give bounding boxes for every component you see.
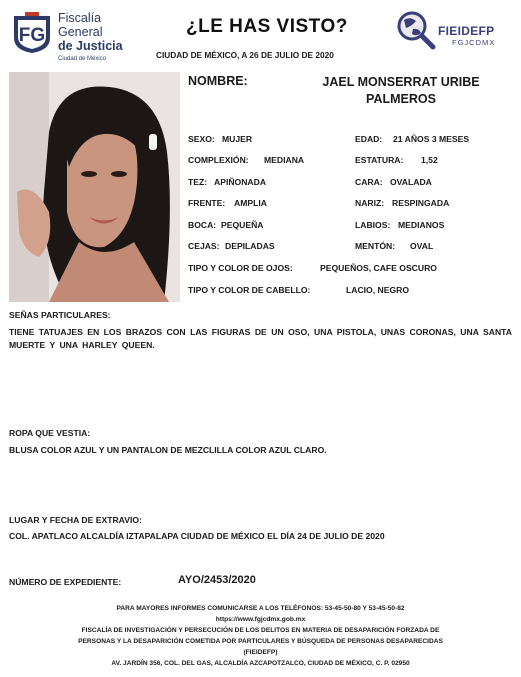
nariz-label: NARIZ: [355,198,385,208]
footer-phones: PARA MAYORES INFORMES COMUNICARSE A LOS TELÉFONOS: 53-45-50-80 Y 53-45-50-82 [116,605,405,612]
missing-person-photo [9,72,180,302]
footer-agency-acronym: (FIEIDEFP) [243,649,278,656]
ojos-label: TIPO Y COLOR DE OJOS: [188,263,293,273]
frente-value: AMPLIA [234,198,267,208]
logo-text-line-1: Fiscalía [58,11,102,25]
dateline: CIUDAD DE MÉXICO, A 26 DE JULIO DE 2020 [156,50,334,60]
fieidefp-logo-subtitle: FGJCDMX [452,38,496,47]
cabello-value: LACIO, NEGRO [346,285,410,295]
expediente-label: NÚMERO DE EXPEDIENTE: [9,577,122,587]
boca-label: BOCA: [188,220,217,230]
footer-agency-line-1: FISCALÍA DE INVESTIGACIÓN Y PERSECUCIÓN DE LOS DELITOS EN MATERIA DE DESAPARICIÓN FORZADA DE [81,627,440,634]
boca-value: PEQUEÑA [221,220,264,230]
complexion-label: COMPLEXIÓN: [188,155,249,165]
nombre-label: NOMBRE: [188,74,248,88]
logo-text-line-2: General [58,25,103,39]
fieidefp-logo-text: FIEIDEFP [438,24,495,38]
expediente-value: AYO/2453/2020 [178,574,256,586]
cara-label: CARA: [355,177,383,187]
labios-label: LABIOS: [355,220,391,230]
sexo-label: SEXO: [188,134,215,144]
nombre-value [290,74,512,108]
senas-label: SEÑAS PARTICULARES: [9,310,111,320]
complexion-value: MEDIANA [264,155,305,165]
extravio-text: COL. APATLACO ALCALDÍA IZTAPALAPA CIUDAD DE MÉXICO EL DÍA 24 DE JULIO DE 2020 [9,531,385,541]
estatura-label: ESTATURA: [355,155,404,165]
cara-value: OVALADA [390,177,432,187]
sexo-value: MUJER [222,134,253,144]
estatura-value: 1,52 [421,155,438,165]
ropa-label: ROPA QUE VESTIA: [9,428,91,438]
footer-address: AV. JARDÍN 356, COL. DEL GAS, ALCALDÍA AZCAPOTZALCO, CIUDAD DE MÉXICO, C. P. 02950 [111,660,410,667]
footer-agency-line-2: PERSONAS Y LA DESAPARICIÓN COMETIDA POR PARTICULARES Y BÚSQUEDA DE PERSONAS DESAPARECIDAS [78,638,443,645]
ojos-value: PEQUEÑOS, CAFE OSCURO [320,263,437,273]
logo-text-line-3: de Justicia [58,39,123,53]
tez-label: TEZ: [188,177,208,187]
nariz-value: RESPINGADA [392,198,450,208]
logo-subtitle: Ciudad de México [58,56,107,62]
senas-text: TIENE TATUAJES EN LOS BRAZOS CON LAS FIGURAS DE UN OSO, UNA PISTOLA, UNAS CORONAS, UNA SANTA MUERTE Y UNA HARLEY QUEEN. [9,327,512,350]
menton-value: OVAL [410,241,434,251]
nombre-value-line-2: PALMEROS [366,92,436,106]
nombre-value-line-1: JAEL MONSERRAT URIBE [322,75,480,89]
ropa-text: BLUSA COLOR AZUL Y UN PANTALON DE MEZCLILLA COLOR AZUL CLARO. [9,445,327,455]
cabello-label: TIPO Y COLOR DE CABELLO: [188,285,311,295]
cejas-label: CEJAS: [188,241,220,251]
magnifier-globe-icon [396,10,436,50]
page-title: ¿LE HAS VISTO? [186,16,348,37]
menton-label: MENTÓN: [355,241,396,251]
tez-value: APIÑONADA [214,177,267,187]
frente-label: FRENTE: [188,198,226,208]
footer-website-link[interactable]: https://www.fgjcdmx.gob.mx [215,616,306,623]
svg-text:FG: FG [18,25,46,46]
extravio-label: LUGAR Y FECHA DE EXTRAVIO: [9,515,142,525]
labios-value: MEDIANOS [398,220,445,230]
edad-value: 21 AÑOS 3 MESES [393,134,470,144]
cejas-value: DEPILADAS [225,241,275,251]
edad-label: EDAD: [355,134,383,144]
fgj-logo-icon [12,12,52,54]
